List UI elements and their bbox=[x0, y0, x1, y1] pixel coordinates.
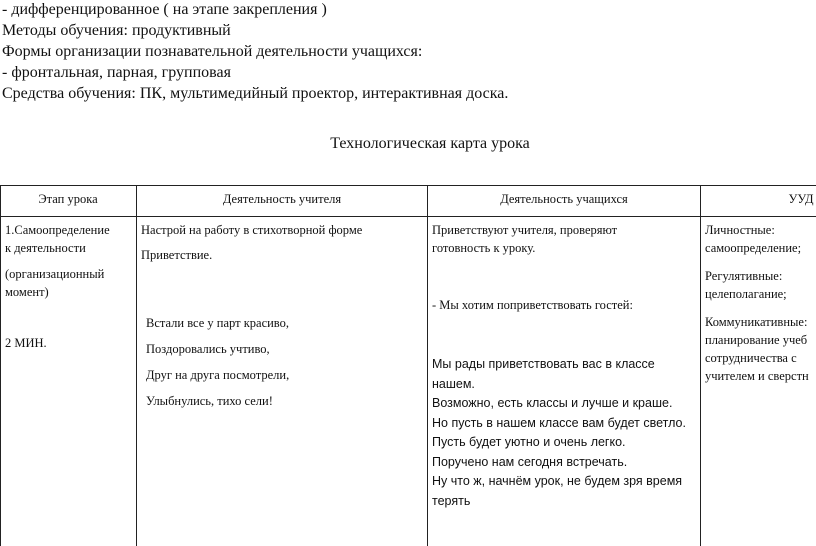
poem-line: Друг на друга посмотрели, bbox=[146, 368, 290, 382]
stage-name-line2: к деятельности bbox=[5, 241, 86, 255]
uud-personal-value: самоопределение; bbox=[705, 241, 802, 255]
header-teacher-activity: Деятельность учителя bbox=[222, 192, 342, 206]
stage-duration: 2 МИН. bbox=[5, 336, 47, 350]
table-col-divider-1 bbox=[136, 185, 137, 546]
poem-line: Поздоровались учтиво, bbox=[146, 342, 270, 356]
verse-line: Мы рады приветствовать вас в классе bbox=[432, 357, 655, 371]
students-guests: - Мы хотим поприветствовать гостей: bbox=[432, 298, 633, 312]
table-left-border bbox=[0, 185, 1, 546]
header-stage: Этап урока bbox=[38, 192, 98, 206]
intro-line-differentiated: - дифференцированное ( на этапе закрепления ) bbox=[2, 1, 327, 18]
stage-cell bbox=[5, 221, 110, 352]
verse-line: нашем. bbox=[432, 376, 475, 391]
teacher-setup: Настрой на работу в стихотворной форме bbox=[141, 223, 363, 237]
students-greet-line2: готовность к уроку. bbox=[432, 241, 536, 255]
stage-name-line1: 1.Самоопределение bbox=[5, 223, 110, 237]
poem-line: Встали все у парт красиво, bbox=[146, 316, 289, 330]
uud-communicative-line3: учителем и сверстн bbox=[705, 369, 809, 383]
stage-type-line1: (организационный bbox=[5, 267, 105, 281]
page-title: Технологическая карта урока bbox=[330, 135, 530, 152]
table-col-divider-3 bbox=[700, 185, 701, 546]
uud-regulatory-label: Регулятивные: bbox=[705, 269, 783, 283]
uud-cell bbox=[705, 221, 809, 385]
students-verse bbox=[432, 355, 686, 511]
intro-line-organization-forms: Формы организации познавательной деятельности учащихся: bbox=[2, 43, 423, 60]
uud-communicative-label: Коммуникативные: bbox=[705, 315, 808, 329]
teacher-cell bbox=[141, 221, 362, 264]
verse-line: Но пусть в нашем классе вам будет светло. bbox=[432, 415, 686, 430]
header-student-activity: Деятельность учащихся bbox=[500, 192, 628, 206]
table-header-border bbox=[0, 216, 816, 217]
stage-type-line2: момент) bbox=[5, 285, 49, 299]
poem-line: Улыбнулись, тихо сели! bbox=[146, 394, 273, 408]
students-cell bbox=[432, 221, 633, 314]
intro-line-teaching-tools: Средства обучения: ПК, мультимедийный проектор, интерактивная доска. bbox=[2, 85, 509, 102]
uud-regulatory-value: целеполагание; bbox=[705, 287, 787, 301]
uud-communicative-line2: сотрудничества с bbox=[705, 351, 797, 365]
uud-personal-label: Личностные: bbox=[705, 223, 775, 237]
verse-line: Поручено нам сегодня встречать. bbox=[432, 454, 628, 469]
teacher-greeting: Приветствие. bbox=[141, 248, 213, 262]
intro-line-forms-list: - фронтальная, парная, групповая bbox=[2, 64, 231, 81]
uud-communicative-line1: планирование учеб bbox=[705, 333, 808, 347]
header-uud: УУД bbox=[788, 192, 814, 206]
verse-line: Возможно, есть классы и лучше и краше. bbox=[432, 396, 673, 410]
verse-line: терять bbox=[432, 493, 471, 508]
students-greet-line1: Приветствуют учителя, проверяют bbox=[432, 223, 618, 237]
teacher-poem bbox=[146, 310, 289, 414]
verse-line: Пусть будет уютно и очень легко. bbox=[432, 435, 626, 449]
table-col-divider-2 bbox=[427, 185, 428, 546]
intro-line-teaching-methods: Методы обучения: продуктивный bbox=[2, 22, 231, 39]
table-top-border bbox=[0, 185, 816, 186]
verse-line: Ну что ж, начнём урок, не будем зря время bbox=[432, 474, 683, 488]
